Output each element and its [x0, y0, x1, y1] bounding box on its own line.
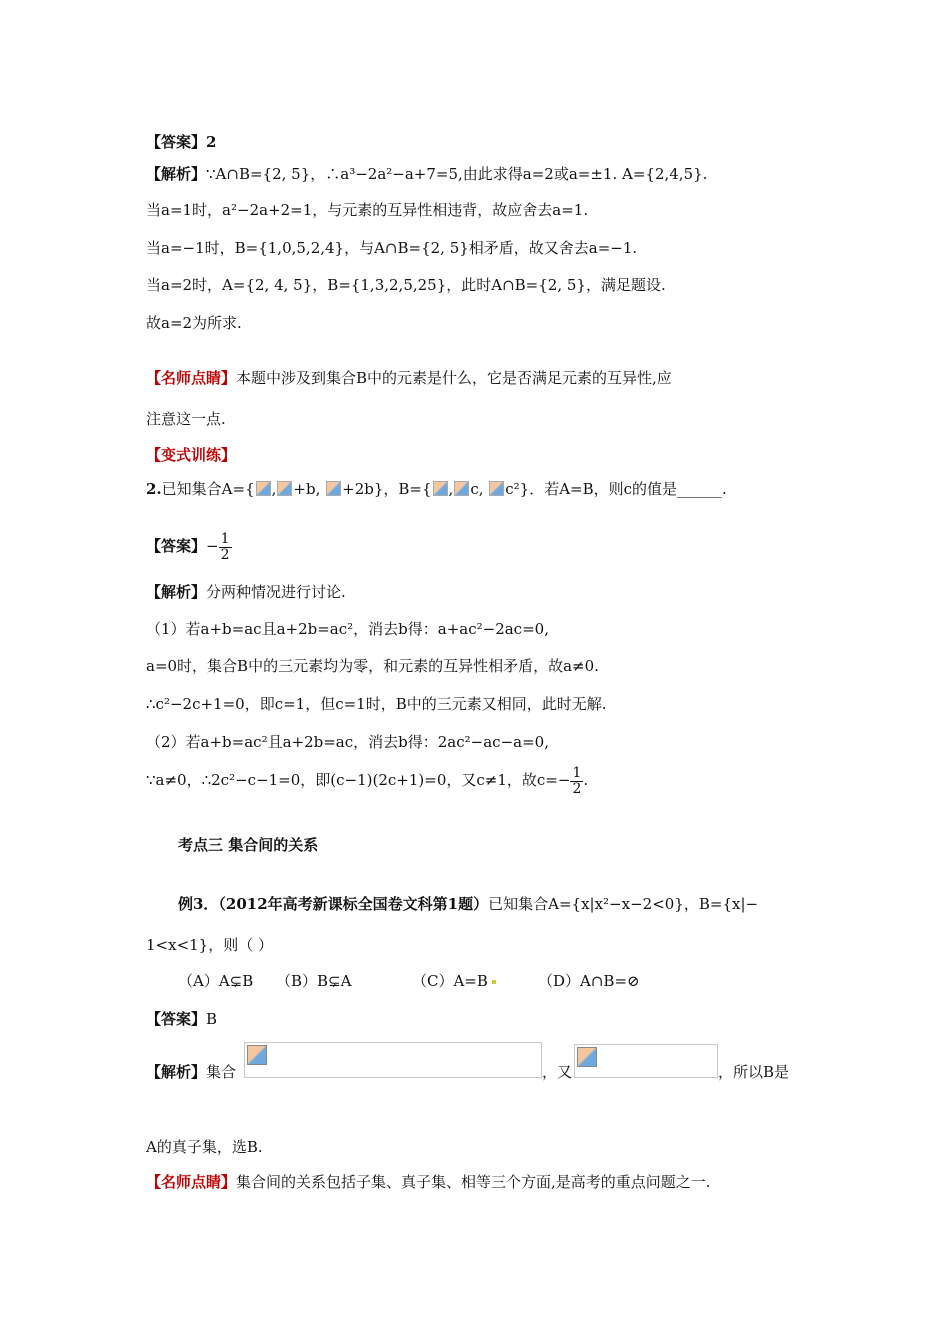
training-heading [146, 444, 236, 466]
formula-image-box [574, 1044, 718, 1078]
analysis-line-3 [146, 1061, 236, 1083]
answer-sign: − [206, 537, 219, 555]
q-text: c, [470, 480, 489, 498]
answer-line-1 [146, 131, 216, 153]
teacher-tip-2 [146, 1171, 711, 1193]
q-text: +2b}，B={ [342, 480, 432, 498]
text-line: （1）若a+b=ac且a+2b=ac²，消去b得：a+ac²−2ac=0, [146, 620, 549, 638]
answer-fraction [219, 532, 232, 563]
formula-image-box [244, 1042, 542, 1078]
text-segment: ∵a≠0，∴2c²−c−1=0，即(c−1)(2c+1)=0，又c≠1，故c=− [146, 771, 571, 789]
formula-image-icon [256, 481, 271, 496]
answer-tag: 【答案】 [146, 1010, 207, 1028]
tip-continuation: 注意这一点. [146, 410, 226, 428]
example-label: 例3．（2012年高考新课标全国卷文科第1题） [178, 895, 489, 913]
example-continuation: 1<x<1}，则（ ） [146, 936, 273, 954]
option-c-text: （C）A=B [412, 972, 488, 990]
formula-image-icon [277, 481, 292, 496]
text-segment: . [583, 771, 589, 789]
analysis-tag: 【解析】 [146, 583, 207, 601]
text-line: 当a=2时，A={2, 4, 5}，B={1,3,2,5,25}，此时A∩B={2, 5}，满足题设. [146, 276, 666, 294]
q-text: c²}．若A=B，则c的值是______. [505, 480, 727, 498]
text-line: ∴c²−2c+1=0，即c=1，但c=1时，B中的三元素又相同，此时无解. [146, 695, 607, 713]
analysis-line-2 [146, 581, 346, 603]
text-segment: ，所以B是 [718, 1063, 790, 1081]
analysis-text: ∵A∩B={2, 5}，∴a³−2a²−a+7=5,由此求得a=2或a=±1. A={2,4,5}. [206, 165, 708, 183]
analysis-tag: 【解析】 [146, 165, 207, 183]
answer-line-3 [146, 1008, 217, 1030]
q-text: , [271, 480, 277, 498]
marker-dot [492, 980, 496, 984]
option-b: （B）B⊊A [276, 972, 352, 990]
text-line: 当a=−1时，B={1,0,5,2,4}，与A∩B={2, 5}相矛盾，故又舍去a=−1. [146, 239, 638, 257]
option-c [412, 970, 496, 992]
option-d: （D）A∩B=⊘ [538, 972, 640, 990]
broken-image-icon [247, 1045, 267, 1065]
text-line: 故a=2为所求. [146, 314, 242, 332]
broken-image-icon [577, 1047, 597, 1067]
teacher-tip-1 [146, 367, 672, 389]
analysis-line-1 [146, 163, 707, 185]
answer-tag: 【答案】 [146, 537, 207, 555]
text-line: 当a=1时，a²−2a+2=1，与元素的互异性相违背，故应舍去a=1. [146, 201, 589, 219]
fraction-numerator: 1 [572, 764, 582, 781]
fraction-numerator: 1 [220, 530, 230, 547]
formula-image-icon [489, 481, 504, 496]
fraction-denominator: 2 [220, 546, 230, 563]
example-text: 已知集合A={x|x²−x−2<0}，B={x|− [488, 895, 759, 913]
question-2 [146, 478, 727, 500]
analysis-text: 集合 [206, 1063, 237, 1081]
section-heading: 考点三 集合间的关系 [178, 836, 319, 854]
text-line: （2）若a+b=ac²且a+2b=ac，消去b得：2ac²−ac−a=0, [146, 733, 549, 751]
question-number: 2. [146, 480, 162, 498]
example-3 [178, 893, 758, 915]
analysis-tag: 【解析】 [146, 1063, 207, 1081]
tip-text: 集合间的关系包括子集、真子集、相等三个方面,是高考的重点问题之一. [236, 1173, 711, 1191]
text-line: A的真子集，选B. [146, 1138, 263, 1156]
tip-tag: 【名师点睛】 [146, 369, 237, 387]
answer-value: B [206, 1010, 218, 1028]
formula-image-icon [433, 481, 448, 496]
fraction [570, 766, 583, 797]
q-text: 已知集合A={ [161, 480, 255, 498]
tip-text: 本题中涉及到集合B中的元素是什么，它是否满足元素的互异性,应 [236, 369, 672, 387]
formula-image-icon [326, 481, 341, 496]
training-tag: 【变式训练】 [146, 446, 237, 464]
answer-line-2 [146, 526, 232, 566]
q-text: +b, [293, 480, 326, 498]
answer-value: 2 [206, 133, 217, 151]
option-a: （A）A⊊B [178, 972, 254, 990]
q-text: , [448, 480, 454, 498]
tip-tag: 【名师点睛】 [146, 1173, 237, 1191]
answer-tag: 【答案】 [146, 133, 207, 151]
text-line-fraction [146, 760, 588, 800]
analysis-text: 分两种情况进行讨论. [206, 583, 346, 601]
text-line: a=0时，集合B中的三元素均为零，和元素的互异性相矛盾，故a≠0. [146, 657, 599, 675]
text-segment: ，又 [542, 1063, 573, 1081]
formula-image-icon [454, 481, 469, 496]
fraction-denominator: 2 [572, 780, 582, 797]
